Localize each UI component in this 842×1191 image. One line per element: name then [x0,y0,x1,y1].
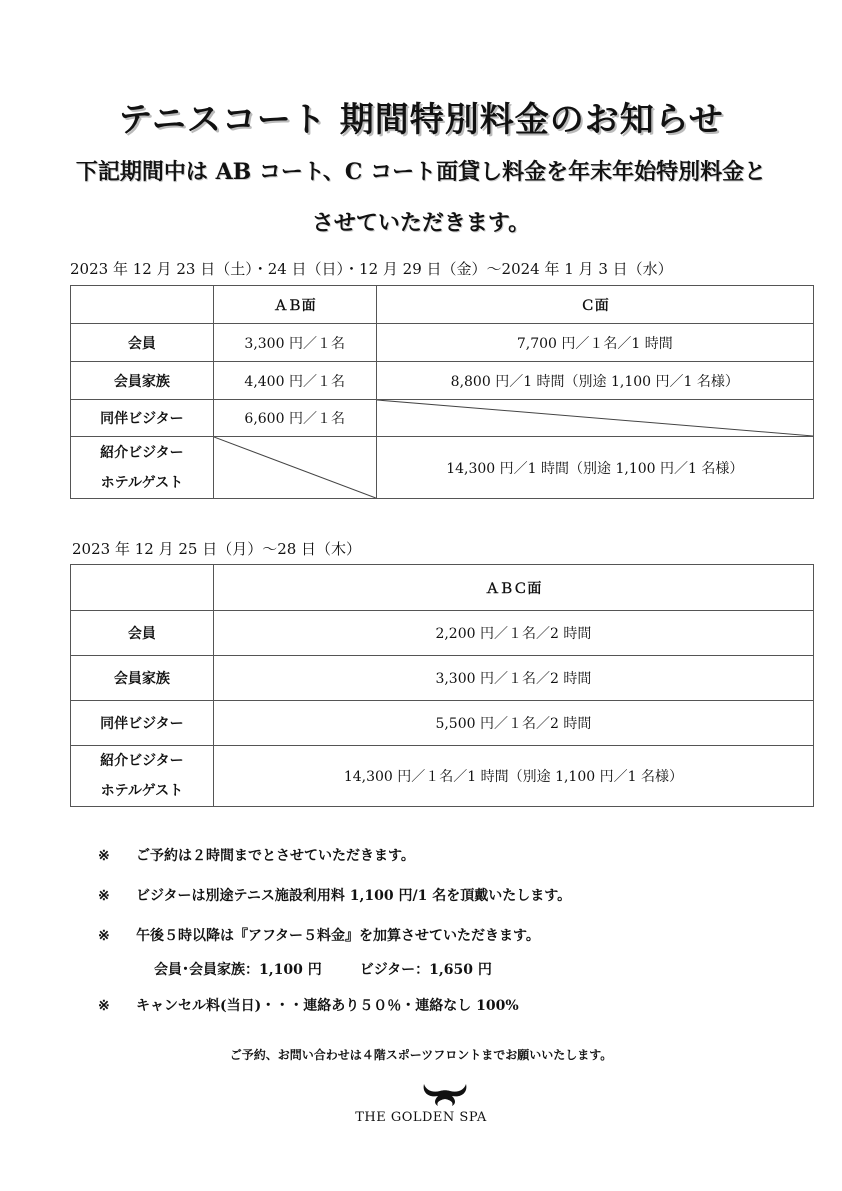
price-ab: 4,400 円／１名 [213,362,376,400]
note-1 [98,845,415,865]
note-mark: ※ [98,998,110,1014]
table-row [71,656,814,701]
header-abc: ＡＢＣ面 [213,565,813,611]
price-abc: 14,300 円／１名／1 時間（別途 1,100 円／1 名様） [213,746,813,807]
note-mark: ※ [98,848,110,864]
price-ab: 6,600 円／１名 [213,400,376,437]
note-text: 午後５時以降は『アフター５料金』を加算させていただきます。 [136,928,540,944]
header-c: Ｃ面 [376,286,813,324]
empty-header-cell [71,286,214,324]
pricing-table-2 [70,564,814,807]
note-4 [98,995,519,1015]
note-text: キャンセル料(当日)・・・連絡あり５０％・連絡なし 100% [136,998,519,1014]
note-mark: ※ [98,888,110,904]
row-label: 同伴ビジター [71,400,214,437]
table-row [71,565,814,611]
note-3-detail [154,959,492,979]
table-row [71,437,814,499]
note-text: ご予約は２時間までとさせていただきます。 [136,848,415,864]
member-fee: 会員･会員家族：1,100 円 [154,962,322,978]
brand-name: THE GOLDEN SPA [355,1110,487,1125]
price-c: 7,700 円／１名／1 時間 [376,324,813,362]
row-label: 会員家族 [71,362,214,400]
empty-header-cell [71,565,214,611]
row-label: 会員 [71,324,214,362]
diagonal-line-icon [377,400,813,436]
period-1: 2023 年 12 月 23 日（土）・24 日（日）・12 月 29 日（金）～2024 年 1 月 3 日（水） [70,260,673,278]
price-c: 8,800 円／1 時間（別途 1,100 円／1 名様） [376,362,813,400]
subtitle-line-2: させていただきます。 [311,210,531,236]
visitor-fee: ビジター：1,650 円 [359,962,492,978]
price-ab: 3,300 円／１名 [213,324,376,362]
table-row [71,746,814,807]
not-applicable-cell [213,437,376,499]
header-ab: ＡＢ面 [213,286,376,324]
row-label: 会員家族 [71,656,214,701]
table-row [71,611,814,656]
row-label: 会員 [71,611,214,656]
not-applicable-cell [376,400,813,437]
row-label [71,437,214,499]
row-label-line-2: ホテルゲスト [100,474,184,491]
row-label-line-1: 紹介ビジター [100,444,184,461]
row-label-line-2: ホテルゲスト [100,783,184,799]
horns-logo-icon [420,1078,470,1108]
table-row [71,362,814,400]
row-label-line-1: 紹介ビジター [100,753,184,769]
diagonal-line-icon [214,437,376,498]
table-row [71,400,814,437]
price-abc: 3,300 円／１名／2 時間 [213,656,813,701]
table-row [71,701,814,746]
row-label [71,746,214,807]
price-abc: 2,200 円／１名／2 時間 [213,611,813,656]
table-row [71,324,814,362]
subtitle-line-1: 下記期間中は AB コート、C コート面貸し料金を年末年始特別料金と [75,159,767,185]
table-row [71,286,814,324]
pricing-table-1 [70,285,814,499]
page-title: テニスコート 期間特別料金のお知らせ [118,100,724,140]
note-text: ビジターは別途テニス施設利用料 1,100 円/1 名を頂戴いたします。 [136,888,572,904]
row-label: 同伴ビジター [71,701,214,746]
note-3 [98,925,540,945]
note-mark: ※ [98,928,110,944]
price-abc: 5,500 円／１名／2 時間 [213,701,813,746]
note-2 [98,885,571,905]
price-c: 14,300 円／1 時間（別途 1,100 円／1 名様） [376,437,813,499]
contact-info: ご予約、お問い合わせは４階スポーツフロントまでお願いいたします。 [229,1048,613,1062]
period-2: 2023 年 12 月 25 日（月）～28 日（木） [72,540,362,558]
